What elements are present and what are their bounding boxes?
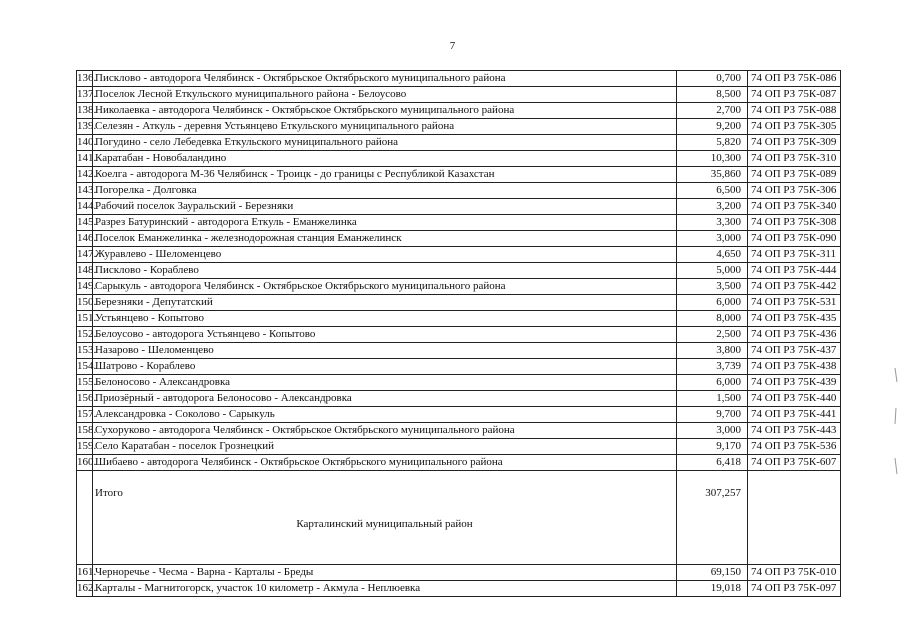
spacer-cell bbox=[93, 546, 677, 565]
road-code: 74 ОП РЗ 75К-439 bbox=[748, 375, 841, 391]
road-name: Коелга - автодорога М-36 Челябинск - Троицк - до границы с Республикой Казахстан bbox=[93, 167, 677, 183]
table-row bbox=[77, 247, 841, 263]
road-name: Поселок Еманжелинка - железнодорожная станция Еманжелинск bbox=[93, 231, 677, 247]
road-length: 3,500 bbox=[677, 279, 748, 295]
road-name: Устьянцево - Копытово bbox=[93, 311, 677, 327]
row-number: 143. bbox=[77, 183, 93, 199]
row-number: 155. bbox=[77, 375, 93, 391]
row-number: 150. bbox=[77, 295, 93, 311]
table-row bbox=[77, 565, 841, 581]
row-number: 157. bbox=[77, 407, 93, 423]
row-number: 161. bbox=[77, 565, 93, 581]
spacer-row bbox=[77, 546, 841, 565]
table-row bbox=[77, 439, 841, 455]
road-code: 74 ОП РЗ 75К-010 bbox=[748, 565, 841, 581]
road-name: Приозёрный - автодорога Белоносово - Александровка bbox=[93, 391, 677, 407]
row-number: 151. bbox=[77, 311, 93, 327]
row-number: 141. bbox=[77, 151, 93, 167]
road-name: Сарыкуль - автодорога Челябинск - Октябрьское Октябрьского муниципального района bbox=[93, 279, 677, 295]
spacer-cell bbox=[677, 546, 748, 565]
row-number: 159. bbox=[77, 439, 93, 455]
road-code: 74 ОП РЗ 75К-607 bbox=[748, 455, 841, 471]
table-row bbox=[77, 167, 841, 183]
road-length: 6,418 bbox=[677, 455, 748, 471]
road-name: Назарово - Шеломенцево bbox=[93, 343, 677, 359]
table-row bbox=[77, 87, 841, 103]
table-row bbox=[77, 581, 841, 597]
row-number: 148. bbox=[77, 263, 93, 279]
table-row bbox=[77, 119, 841, 135]
road-length: 69,150 bbox=[677, 565, 748, 581]
row-number: 149. bbox=[77, 279, 93, 295]
road-name: Черноречье - Чесма - Варна - Карталы - Бреды bbox=[93, 565, 677, 581]
row-number: 136. bbox=[77, 71, 93, 87]
roads-table-summary bbox=[77, 471, 841, 565]
road-length: 3,000 bbox=[677, 423, 748, 439]
road-code: 74 ОП РЗ 75К-309 bbox=[748, 135, 841, 151]
road-length: 2,700 bbox=[677, 103, 748, 119]
road-name: Погудино - село Лебедевка Еткульского муниципального района bbox=[93, 135, 677, 151]
road-length: 0,700 bbox=[677, 71, 748, 87]
road-name: Сухоруково - автодорога Челябинск - Октябрьское Октябрьского муниципального района bbox=[93, 423, 677, 439]
road-length: 10,300 bbox=[677, 151, 748, 167]
total-code-cell bbox=[748, 471, 841, 516]
table-row bbox=[77, 135, 841, 151]
table-row bbox=[77, 199, 841, 215]
table-row bbox=[77, 279, 841, 295]
road-code: 74 ОП РЗ 75К-441 bbox=[748, 407, 841, 423]
road-name: Березняки - Депутатский bbox=[93, 295, 677, 311]
total-num-cell bbox=[77, 471, 93, 516]
section-code-cell bbox=[748, 515, 841, 546]
row-number: 152. bbox=[77, 327, 93, 343]
road-code: 74 ОП РЗ 75К-340 bbox=[748, 199, 841, 215]
page-number: 7 bbox=[449, 40, 456, 52]
row-number: 162. bbox=[77, 581, 93, 597]
road-code: 74 ОП РЗ 75К-440 bbox=[748, 391, 841, 407]
table-row bbox=[77, 407, 841, 423]
road-code: 74 ОП РЗ 75К-097 bbox=[748, 581, 841, 597]
road-length: 2,500 bbox=[677, 327, 748, 343]
road-name: Шибаево - автодорога Челябинск - Октябрьское Октябрьского муниципального района bbox=[93, 455, 677, 471]
table-row bbox=[77, 327, 841, 343]
road-code: 74 ОП РЗ 75К-444 bbox=[748, 263, 841, 279]
row-number: 154. bbox=[77, 359, 93, 375]
road-name: Село Каратабан - поселок Грознецкий bbox=[93, 439, 677, 455]
road-length: 3,000 bbox=[677, 231, 748, 247]
row-number: 145. bbox=[77, 215, 93, 231]
road-name: Белоносово - Александровка bbox=[93, 375, 677, 391]
table-row bbox=[77, 263, 841, 279]
row-number: 144. bbox=[77, 199, 93, 215]
table-row bbox=[77, 391, 841, 407]
road-length: 6,000 bbox=[677, 295, 748, 311]
road-name: Николаевка - автодорога Челябинск - Октябрьское Октябрьского муниципального района bbox=[93, 103, 677, 119]
table-row bbox=[77, 375, 841, 391]
road-name: Рабочий поселок Зауральский - Березняки bbox=[93, 199, 677, 215]
roads-table bbox=[76, 70, 841, 597]
scan-edge-marks bbox=[893, 368, 899, 478]
road-length: 4,650 bbox=[677, 247, 748, 263]
row-number: 158. bbox=[77, 423, 93, 439]
road-code: 74 ОП РЗ 75К-531 bbox=[748, 295, 841, 311]
row-number: 153. bbox=[77, 343, 93, 359]
road-length: 5,000 bbox=[677, 263, 748, 279]
row-number: 156. bbox=[77, 391, 93, 407]
table-row bbox=[77, 151, 841, 167]
table-row bbox=[77, 231, 841, 247]
section-length-cell bbox=[677, 515, 748, 546]
road-length: 35,860 bbox=[677, 167, 748, 183]
road-code: 74 ОП РЗ 75К-438 bbox=[748, 359, 841, 375]
table-row bbox=[77, 455, 841, 471]
road-code: 74 ОП РЗ 75К-437 bbox=[748, 343, 841, 359]
spacer-cell bbox=[748, 546, 841, 565]
road-name: Селезян - Аткуль - деревня Устьянцево Еткульского муниципального района bbox=[93, 119, 677, 135]
roads-table-part1 bbox=[77, 71, 841, 471]
road-length: 8,500 bbox=[677, 87, 748, 103]
road-code: 74 ОП РЗ 75К-090 bbox=[748, 231, 841, 247]
road-name: Пискловo - автодорога Челябинск - Октябрьское Октябрьского муниципального района bbox=[93, 71, 677, 87]
road-length: 1,500 bbox=[677, 391, 748, 407]
table-row bbox=[77, 183, 841, 199]
row-number: 140. bbox=[77, 135, 93, 151]
road-length: 9,700 bbox=[677, 407, 748, 423]
road-name: Журавлево - Шеломенцево bbox=[93, 247, 677, 263]
road-length: 19,018 bbox=[677, 581, 748, 597]
row-number: 139. bbox=[77, 119, 93, 135]
road-name: Шатрово - Кораблево bbox=[93, 359, 677, 375]
row-number: 146. bbox=[77, 231, 93, 247]
road-length: 3,739 bbox=[677, 359, 748, 375]
row-number: 147. bbox=[77, 247, 93, 263]
table-row bbox=[77, 311, 841, 327]
road-code: 74 ОП РЗ 75К-442 bbox=[748, 279, 841, 295]
total-length: 307,257 bbox=[677, 471, 748, 516]
road-name: Поселок Лесной Еткульского муниципального района - Белоусово bbox=[93, 87, 677, 103]
road-name: Пискловo - Кораблево bbox=[93, 263, 677, 279]
road-code: 74 ОП РЗ 75К-310 bbox=[748, 151, 841, 167]
road-length: 3,300 bbox=[677, 215, 748, 231]
road-length: 3,800 bbox=[677, 343, 748, 359]
road-length: 6,000 bbox=[677, 375, 748, 391]
table-row bbox=[77, 103, 841, 119]
section-num-cell bbox=[77, 515, 93, 546]
total-row bbox=[77, 471, 841, 516]
road-length: 8,000 bbox=[677, 311, 748, 327]
road-length: 5,820 bbox=[677, 135, 748, 151]
road-code: 74 ОП РЗ 75К-088 bbox=[748, 103, 841, 119]
road-code: 74 ОП РЗ 75К-306 bbox=[748, 183, 841, 199]
road-length: 6,500 bbox=[677, 183, 748, 199]
road-name: Разрез Батуринский - автодорога Еткуль - Еманжелинка bbox=[93, 215, 677, 231]
road-code: 74 ОП РЗ 75К-305 bbox=[748, 119, 841, 135]
total-label: Итого bbox=[93, 471, 677, 516]
road-code: 74 ОП РЗ 75К-436 bbox=[748, 327, 841, 343]
row-number: 142. bbox=[77, 167, 93, 183]
road-name: Белоусово - автодорога Устьянцево - Копытово bbox=[93, 327, 677, 343]
road-length: 9,200 bbox=[677, 119, 748, 135]
section-title: Карталинский муниципальный район bbox=[93, 515, 677, 546]
table-row bbox=[77, 71, 841, 87]
road-code: 74 ОП РЗ 75К-089 bbox=[748, 167, 841, 183]
road-name: Александровка - Соколово - Сарыкуль bbox=[93, 407, 677, 423]
road-code: 74 ОП РЗ 75К-311 bbox=[748, 247, 841, 263]
table-row bbox=[77, 215, 841, 231]
road-name: Каратабан - Новобаландино bbox=[93, 151, 677, 167]
road-code: 74 ОП РЗ 75К-435 bbox=[748, 311, 841, 327]
row-number: 137. bbox=[77, 87, 93, 103]
table-row bbox=[77, 359, 841, 375]
table-row bbox=[77, 343, 841, 359]
roads-table-part2 bbox=[77, 565, 841, 597]
section-row bbox=[77, 515, 841, 546]
road-length: 3,200 bbox=[677, 199, 748, 215]
road-code: 74 ОП РЗ 75К-087 bbox=[748, 87, 841, 103]
road-length: 9,170 bbox=[677, 439, 748, 455]
row-number: 138. bbox=[77, 103, 93, 119]
table-row bbox=[77, 295, 841, 311]
road-name: Погорелка - Долговка bbox=[93, 183, 677, 199]
road-code: 74 ОП РЗ 75К-536 bbox=[748, 439, 841, 455]
road-name: Карталы - Магнитогорск, участок 10 километр - Акмула - Неплюевка bbox=[93, 581, 677, 597]
row-number: 160. bbox=[77, 455, 93, 471]
road-code: 74 ОП РЗ 75К-308 bbox=[748, 215, 841, 231]
spacer-cell bbox=[77, 546, 93, 565]
road-code: 74 ОП РЗ 75К-443 bbox=[748, 423, 841, 439]
table-row bbox=[77, 423, 841, 439]
road-code: 74 ОП РЗ 75К-086 bbox=[748, 71, 841, 87]
